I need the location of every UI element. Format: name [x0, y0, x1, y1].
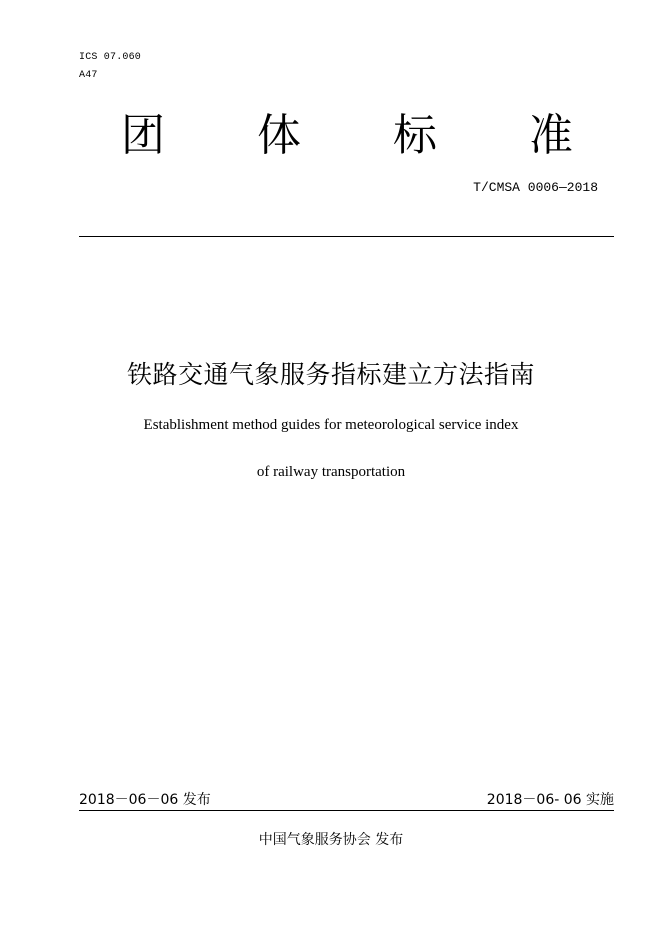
standard-type-char: 标	[393, 110, 437, 161]
chinese-title: 铁路交通气象服务指标建立方法指南	[126, 360, 535, 389]
standard-type-char: 体	[257, 110, 301, 161]
issue-date: 2018－06－06 发布	[79, 792, 211, 808]
standard-type-char: 团	[121, 110, 165, 161]
ics-code: ICS 07.060	[79, 52, 142, 63]
implementation-date: 2018－06- 06 实施	[486, 792, 614, 808]
category-code: A47	[79, 70, 98, 81]
publisher: 中国气象服务协会 发布	[258, 832, 404, 848]
top-divider	[79, 236, 614, 237]
standard-number: T/CMSA 0006—2018	[473, 180, 598, 195]
standard-type-char: 准	[529, 110, 573, 161]
bottom-divider	[79, 810, 614, 811]
standard-type-heading	[0, 108, 662, 164]
english-title-line-2: of railway transportation	[256, 464, 406, 480]
english-title-line-1: Establishment method guides for meteorological service index	[143, 417, 519, 433]
